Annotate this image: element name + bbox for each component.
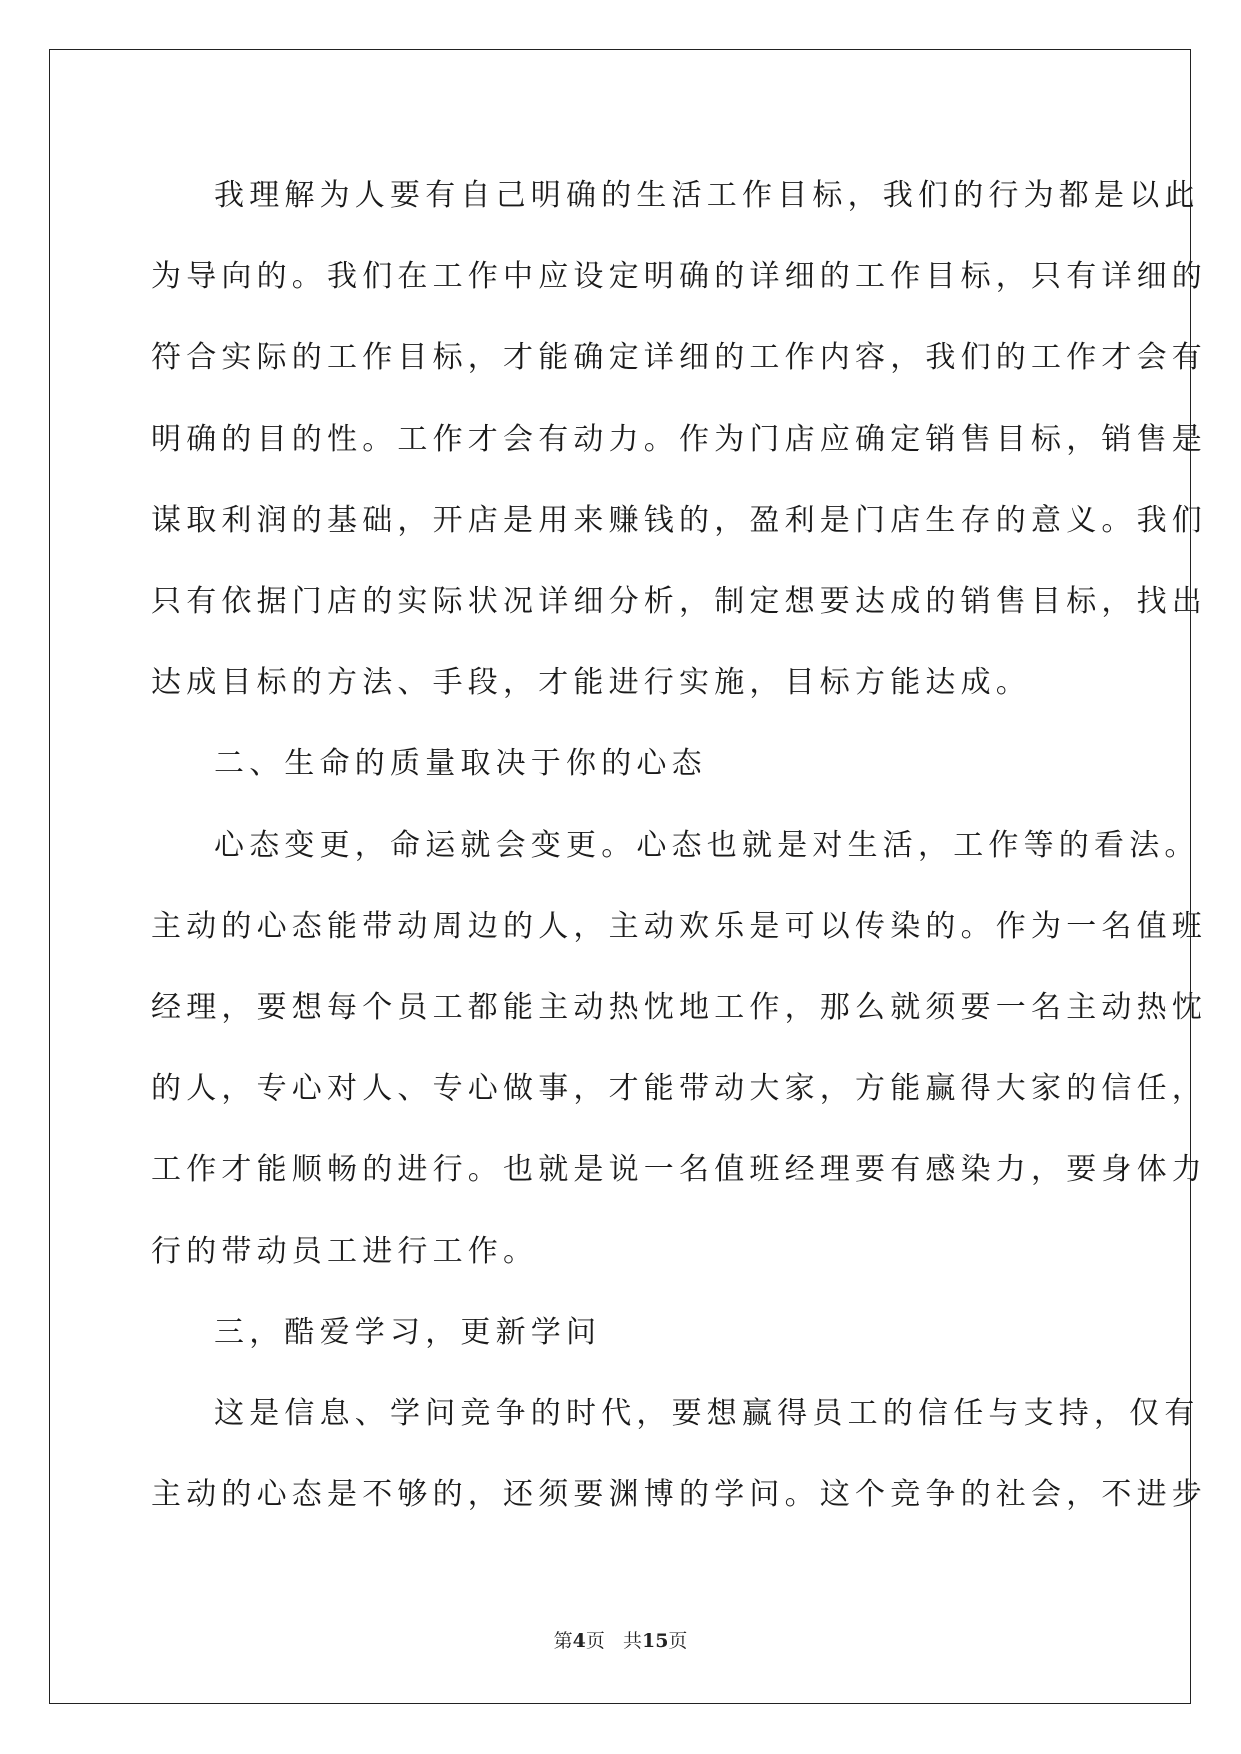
- section-heading: [151, 723, 1091, 804]
- page-label-prefix: 第: [553, 1630, 573, 1652]
- text-line: 谋取利润的基础，开店是用来赚钱的，盈利是门店生存的意义。我们: [151, 502, 1207, 538]
- page-footer: [0, 1626, 1241, 1653]
- text-line: 达成目标的方法、手段，才能进行实施，目标方能达成。: [151, 665, 1031, 701]
- paragraph: [151, 155, 1207, 723]
- text-line: 主动的心态能带动周边的人，主动欢乐是可以传染的。作为一名值班: [151, 908, 1207, 944]
- page-number: 4: [572, 1630, 586, 1652]
- text-line: 心态变更，命运就会变更。心态也就是对生活，工作等的看法。: [214, 827, 1200, 863]
- text-line: 这是信息、学问竞争的时代，要想赢得员工的信任与支持，仅有: [214, 1396, 1200, 1432]
- text-line: 主动的心态是不够的，还须要渊博的学问。这个竞争的社会，不进步: [151, 1477, 1207, 1513]
- text-line: 只有依据门店的实际状况详细分析，制定想要达成的销售目标，找出: [151, 584, 1207, 620]
- text-line: 的人，专心对人、专心做事，才能带动大家，方能赢得大家的信任，: [151, 1071, 1207, 1107]
- total-pages: 15: [641, 1630, 669, 1652]
- total-label-prefix: 共: [622, 1630, 642, 1652]
- text-line: 经理，要想每个员工都能主动热忱地工作，那么就须要一名主动热忱: [151, 990, 1207, 1026]
- paragraph: [151, 1373, 1207, 1535]
- text-line: 我理解为人要有自己明确的生活工作目标，我们的行为都是以此: [214, 178, 1200, 213]
- text-line: 三，酷爱学习，更新学问: [214, 1314, 602, 1350]
- paragraph: [151, 805, 1207, 1292]
- text-line: 为导向的。我们在工作中应设定明确的详细的工作目标，只有详细的: [151, 259, 1207, 295]
- text-line: 工作才能顺畅的进行。也就是说一名值班经理要有感染力，要身体力: [151, 1152, 1207, 1188]
- text-line: 行的带动员工进行工作。: [151, 1233, 539, 1269]
- page-label-suffix: 页: [585, 1630, 605, 1652]
- document-body: [151, 155, 1207, 1535]
- total-label-suffix: 页: [668, 1630, 688, 1652]
- text-line: 符合实际的工作目标，才能确定详细的工作内容，我们的工作才会有: [151, 340, 1207, 376]
- section-heading: [151, 1292, 1091, 1373]
- text-line: 二、生命的质量取决于你的心态: [214, 746, 707, 782]
- text-line: 明确的目的性。工作才会有动力。作为门店应确定销售目标，销售是: [151, 421, 1207, 457]
